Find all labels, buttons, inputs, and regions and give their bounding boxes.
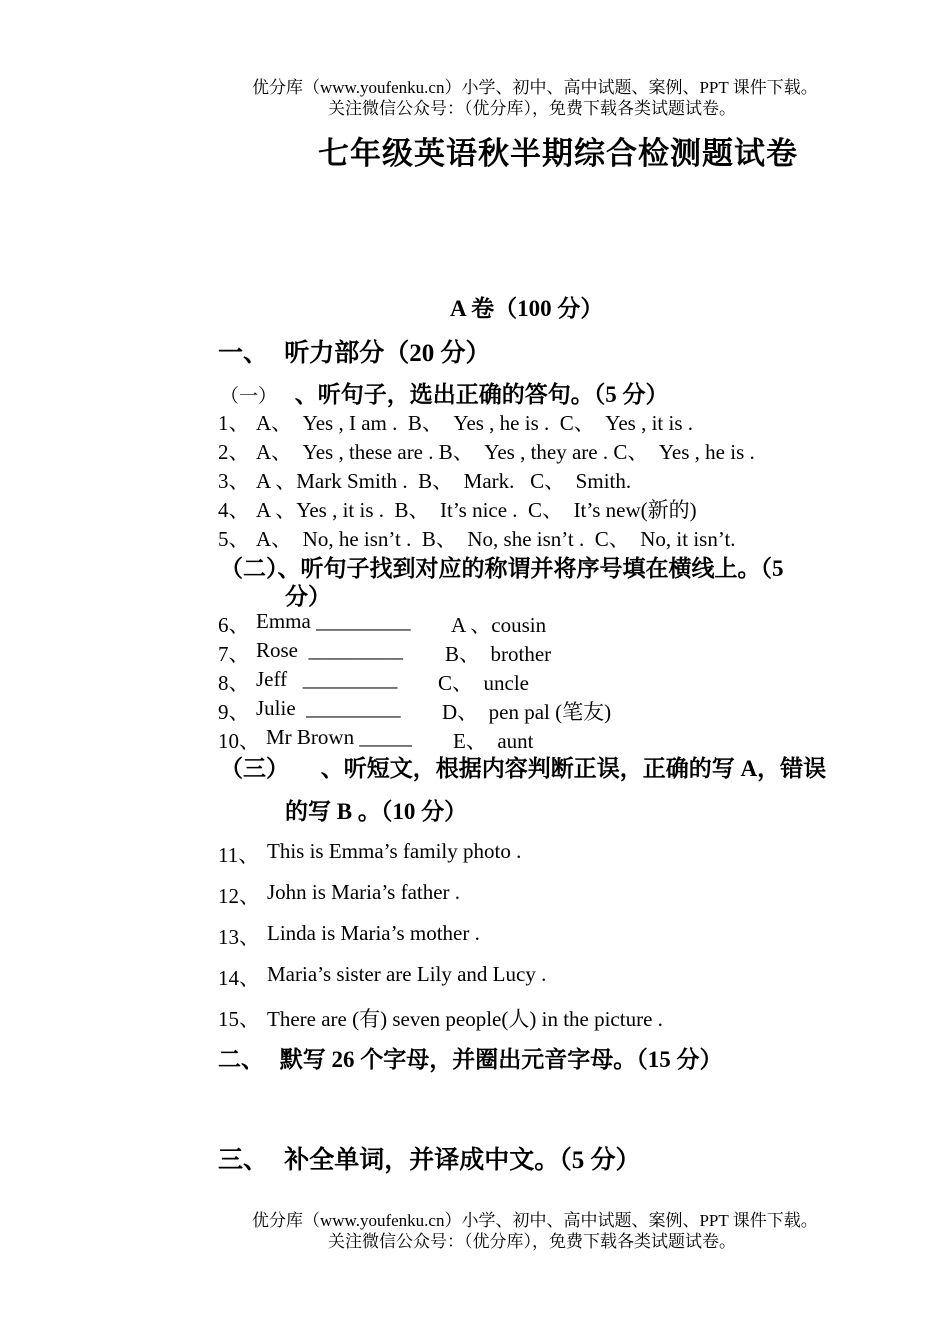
question-4 [218, 494, 697, 524]
item-number: 6、 [218, 613, 250, 637]
matching-item-8 [218, 667, 529, 697]
section-2-label: 默写 26 个字母，并圈出元音字母。（15 分） [279, 1047, 723, 1072]
part-3-heading-line-1 [220, 750, 826, 783]
question-number: 3、 [218, 469, 250, 493]
question-number: 11、 [218, 843, 260, 867]
part-1-label: 、听句子，选出正确的答句。（5 分） [294, 382, 669, 407]
question-text: A、 Yes , I am . B、 Yes , he is . C、 Yes , it is . [256, 411, 694, 435]
item-name-blank: Emma _________ [256, 609, 411, 633]
item-option: C、 uncle [438, 671, 529, 695]
question-text: There are (有) seven people(人) in the picture . [267, 1007, 663, 1031]
matching-item-7 [218, 638, 552, 668]
question-2 [218, 436, 755, 466]
footer-line-2: 关注微信公众号：（优分库），免费下载各类试题试卷。 [328, 1232, 736, 1251]
question-text: Maria’s sister are Lily and Lucy . [267, 962, 547, 986]
item-number: 9、 [218, 700, 250, 724]
question-13 [218, 921, 480, 951]
part-1-heading [220, 376, 669, 409]
question-3 [218, 465, 632, 495]
item-number: 10、 [218, 729, 260, 753]
header-line-1: 优分库（www.youfenku.cn）小学、初中、高中试题、案例、PPT 课件下载。 [252, 78, 818, 97]
section-3-heading [218, 1140, 641, 1176]
section-3-label: 补全单词，并译成中文。（5 分） [284, 1147, 641, 1174]
item-name-blank: Jeff _________ [256, 667, 398, 691]
question-1 [218, 407, 694, 437]
question-11 [218, 839, 522, 869]
item-number: 8、 [218, 671, 250, 695]
question-text: A、 Yes , these are . B、 Yes , they are . C、 Yes , he is . [256, 440, 755, 464]
question-text: Linda is Maria’s mother . [267, 921, 480, 945]
part-2-heading-line-1: （二）、听句子找到对应的称谓并将序号填在横线上。（5 [220, 556, 784, 581]
section-3-number: 三、 [218, 1147, 269, 1174]
question-number: 4、 [218, 498, 250, 522]
matching-item-6 [218, 609, 547, 639]
section-1-heading [218, 333, 491, 369]
question-15 [218, 1003, 663, 1033]
question-number: 15、 [218, 1007, 260, 1031]
part-3-prefix: （三） [220, 756, 289, 781]
question-text: This is Emma’s family photo . [267, 839, 522, 863]
question-number: 5、 [218, 527, 250, 551]
footer-line-1: 优分库（www.youfenku.cn）小学、初中、高中试题、案例、PPT 课件下载。 [252, 1211, 818, 1230]
question-14 [218, 962, 547, 992]
part-3-heading-line-2: 的写 B 。（10 分） [285, 799, 468, 824]
document-title: 七年级英语秋半期综合检测题试卷 [318, 136, 798, 171]
question-number: 14、 [218, 966, 260, 990]
item-option: E、 aunt [453, 729, 534, 753]
header-line-2: 关注微信公众号：（优分库），免费下载各类试题试卷。 [328, 99, 736, 118]
question-number: 13、 [218, 925, 260, 949]
part-2-heading-line-2: 分） [285, 584, 331, 609]
question-text: A 、Mark Smith . B、 Mark. C、 Smith. [256, 469, 632, 493]
question-number: 1、 [218, 411, 250, 435]
section-1-label: 听力部分（20 分） [284, 340, 491, 367]
item-option: B、 brother [445, 642, 552, 666]
item-option: A 、cousin [451, 613, 547, 637]
question-number: 2、 [218, 440, 250, 464]
question-text: A 、Yes , it is . B、 It’s nice . C、 It’s new(新的) [256, 498, 697, 522]
question-12 [218, 880, 461, 910]
section-2-heading [218, 1041, 723, 1074]
matching-item-9 [218, 696, 612, 726]
question-text: John is Maria’s father . [267, 880, 461, 904]
section-1-number: 一、 [218, 340, 269, 367]
question-number: 12、 [218, 884, 260, 908]
paper-a-heading: A 卷（100 分） [450, 296, 604, 321]
item-name-blank: Julie _________ [256, 696, 401, 720]
item-name-blank: Mr Brown _____ [266, 725, 412, 749]
question-5 [218, 523, 736, 553]
part-1-prefix: （一） [220, 386, 278, 407]
item-number: 7、 [218, 642, 250, 666]
item-name-blank: Rose _________ [256, 638, 403, 662]
part-3-label: 、听短文，根据内容判断正误，正确的写 A，错误 [320, 756, 827, 781]
item-option: D、 pen pal (笔友) [442, 700, 612, 724]
question-text: A、 No, he isn’t . B、 No, she isn’t . C、 No, it isn’t. [256, 527, 736, 551]
section-2-number: 二、 [218, 1047, 264, 1072]
